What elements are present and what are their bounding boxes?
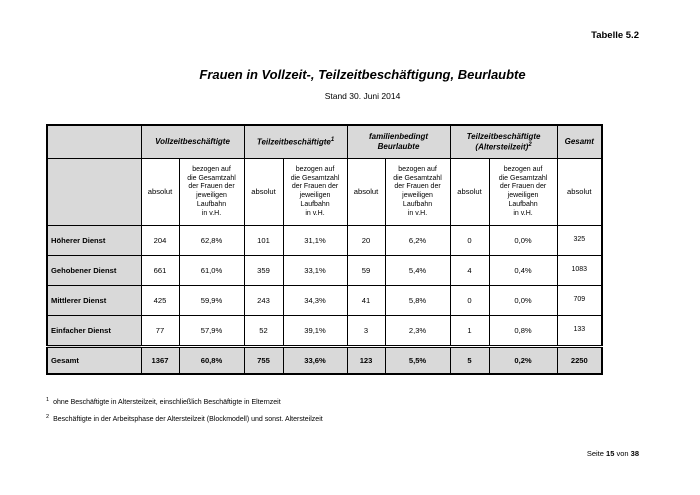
table-cell: 0 — [450, 226, 489, 256]
table-cell: 57,9% — [179, 316, 244, 347]
table-cell: 6,2% — [385, 226, 450, 256]
header-corner-lower — [47, 159, 141, 226]
table-cell: 4 — [450, 256, 489, 286]
table-cell: 20 — [347, 226, 385, 256]
table-cell: 2,3% — [385, 316, 450, 347]
table-cell: 34,3% — [283, 286, 347, 316]
total-label: Gesamt — [47, 347, 141, 375]
table-cell: 1083 — [557, 256, 602, 286]
page-title: Frauen in Vollzeit-, Teilzeitbeschäftigung, Beurlaubte — [199, 67, 526, 82]
table-cell: 5,8% — [385, 286, 450, 316]
page-footer: Seite 15 von 38 — [586, 449, 639, 458]
subheader-absolut: absolut — [244, 159, 283, 226]
total-cell: 1367 — [141, 347, 179, 375]
table-cell: 359 — [244, 256, 283, 286]
table-cell: 661 — [141, 256, 179, 286]
table-number: Tabelle 5.2 — [591, 30, 639, 41]
header-teilzeit: Teilzeitbeschäftigte$^1$ — [244, 125, 347, 159]
total-cell: 123 — [347, 347, 385, 375]
table-cell: 41 — [347, 286, 385, 316]
table-cell: 425 — [141, 286, 179, 316]
subheader-absolut: absolut — [557, 159, 602, 226]
table-cell: 61,0% — [179, 256, 244, 286]
table-row — [47, 316, 602, 347]
subheader-relative: bezogen auf die Gesamtzahl der Frauen der jeweiligen Laufbahn in v.H. — [489, 159, 557, 226]
table-cell: 204 — [141, 226, 179, 256]
total-cell: 755 — [244, 347, 283, 375]
page-subtitle: Stand 30. Juni 2014 — [324, 91, 401, 101]
table-cell: 133 — [557, 316, 602, 347]
footnote: $^1$ ohne Beschäftigte in Altersteilzeit, einschließlich Beschäftigte in Elternzeit — [46, 397, 281, 406]
table-cell: 33,1% — [283, 256, 347, 286]
header-altersteilzeit: Teilzeitbeschäftigte (Altersteilzeit)$^2$ — [450, 125, 557, 159]
total-cell: 0,2% — [489, 347, 557, 375]
table-cell: 52 — [244, 316, 283, 347]
subheader-relative: bezogen auf die Gesamtzahl der Frauen der jeweiligen Laufbahn in v.H. — [179, 159, 244, 226]
row-label: Mittlerer Dienst — [47, 286, 141, 316]
subheader-absolut: absolut — [141, 159, 179, 226]
table-cell: 709 — [557, 286, 602, 316]
table-cell: 3 — [347, 316, 385, 347]
table-cell: 0,4% — [489, 256, 557, 286]
table-cell: 77 — [141, 316, 179, 347]
table-cell: 59,9% — [179, 286, 244, 316]
table-cell: 243 — [244, 286, 283, 316]
header-corner — [47, 125, 141, 159]
table-cell: 0 — [450, 286, 489, 316]
total-cell: 2250 — [557, 347, 602, 375]
total-cell: 5,5% — [385, 347, 450, 375]
table-row — [47, 286, 602, 316]
statistics-table — [46, 124, 603, 375]
row-label: Einfacher Dienst — [47, 316, 141, 347]
table-cell: 325 — [557, 226, 602, 256]
subheader-absolut: absolut — [347, 159, 385, 226]
row-label: Gehobener Dienst — [47, 256, 141, 286]
total-cell: 5 — [450, 347, 489, 375]
table-cell: 62,8% — [179, 226, 244, 256]
table-cell: 39,1% — [283, 316, 347, 347]
subheader-absolut: absolut — [450, 159, 489, 226]
header-row-subcolumns — [47, 159, 602, 226]
table-cell: 0,0% — [489, 286, 557, 316]
total-cell: 33,6% — [283, 347, 347, 375]
table-cell: 1 — [450, 316, 489, 347]
header-row-groups — [47, 125, 602, 159]
subheader-relative: bezogen auf die Gesamtzahl der Frauen der jeweiligen Laufbahn in v.H. — [283, 159, 347, 226]
header-vollzeit: Vollzeitbeschäftigte — [141, 125, 244, 159]
table-cell: 31,1% — [283, 226, 347, 256]
header-beurlaubte: familienbedingt Beurlaubte — [347, 125, 450, 159]
table-cell: 59 — [347, 256, 385, 286]
table-cell: 0,0% — [489, 226, 557, 256]
total-cell: 60,8% — [179, 347, 244, 375]
footnote: $^2$ Beschäftigte in der Arbeitsphase der Altersteilzeit (Blockmodell) und sonst. Altersteilzeit — [46, 414, 323, 423]
footnotes — [46, 393, 323, 427]
header-gesamt: Gesamt — [557, 125, 602, 159]
total-row — [47, 347, 602, 375]
table-cell: 5,4% — [385, 256, 450, 286]
table-row — [47, 226, 602, 256]
table-row — [47, 256, 602, 286]
row-label: Höherer Dienst — [47, 226, 141, 256]
table-cell: 101 — [244, 226, 283, 256]
subheader-relative: bezogen auf die Gesamtzahl der Frauen der jeweiligen Laufbahn in v.H. — [385, 159, 450, 226]
table-cell: 0,8% — [489, 316, 557, 347]
